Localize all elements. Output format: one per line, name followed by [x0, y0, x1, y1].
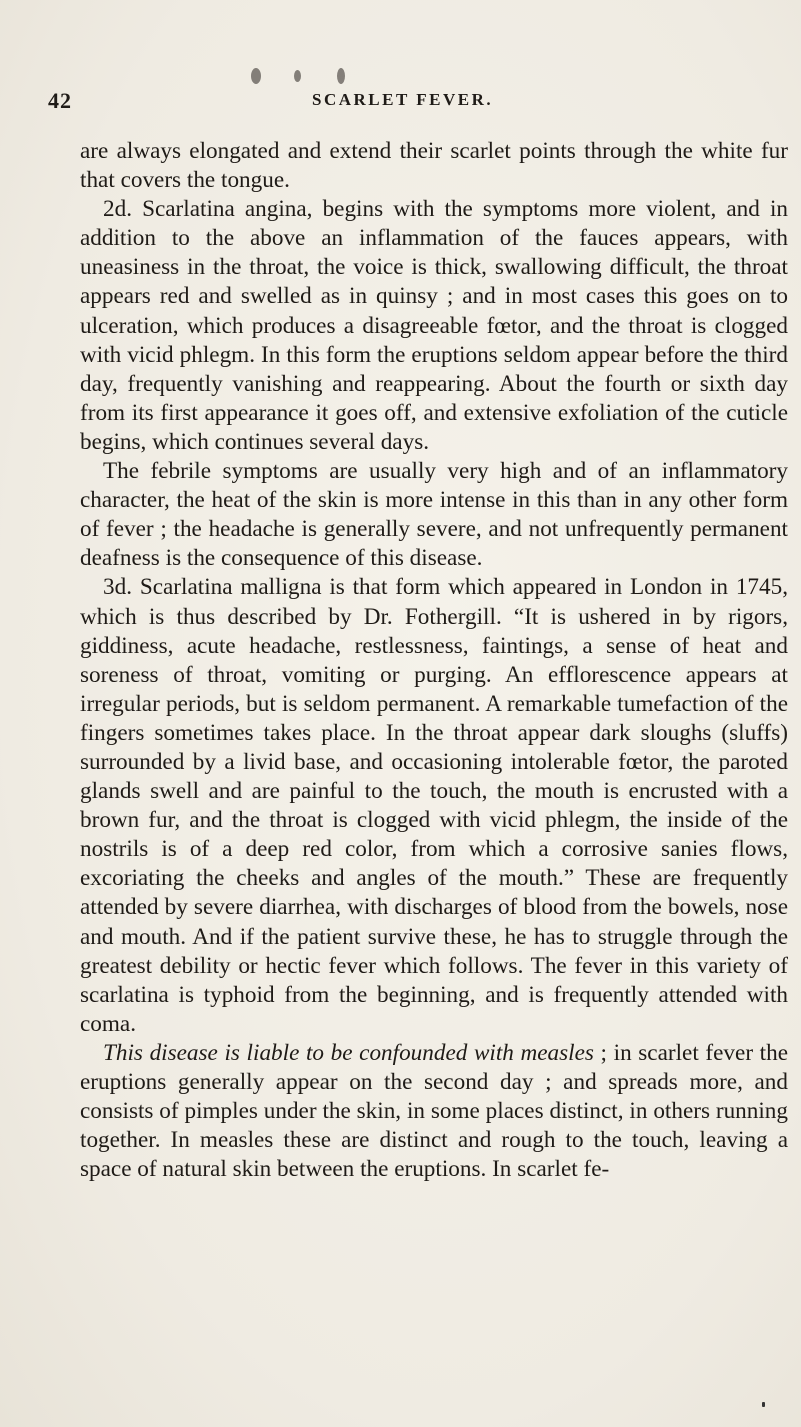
paragraph-continuation: are always elongated and extend their scarlet points through the white fur that covers the tongue.	[80, 138, 788, 194]
ink-blot	[337, 68, 345, 84]
paragraph-scarlatina-angina: 2d. Scarlatina angina, begins with the symptoms more violent, and in addition to the above an inflammation of the fauces appears, with uneasiness in the throat, the voice is thick, swallowing difficult, the throat appears red and swelled as in quinsy ; and in most cases this goes on to ulceration, which produces a disagreeable fœtor, and the throat is clogged with vicid phlegm. In this form the eruptions seldom appear before the third day, frequently vanishing and reappearing. About the fourth or sixth day from its first appearance it goes off, and extensive exfoliation of the cuticle begins, which continues several days.	[80, 196, 788, 455]
paragraph-febrile-symptoms: The febrile symptoms are usually very high and of an inflammatory character, the heat of the skin is more intense in this than in any other form of fever ; the headache is generally severe, and not unfrequently permanent deafness is the consequence of this disease.	[80, 458, 788, 572]
ink-speck	[762, 1402, 765, 1407]
paragraph-text: ; in scarlet fever the eruptions generally appear on the second day ; and spreads more, and consists of pimples under the skin, in some places distinct, in others running together. In measles these are distinct and rough to the touch, leaving a space of natural skin between the eruptions. In scarlet fe-	[80, 1039, 788, 1183]
paragraph-measles-comparison	[80, 1039, 788, 1184]
ink-blot	[294, 70, 301, 82]
page-number: 42	[48, 88, 72, 113]
italic-lead: This disease is liable to be confounded with measles	[103, 1039, 594, 1066]
running-head: SCARLET FEVER.	[312, 90, 494, 109]
page-header	[48, 80, 788, 120]
paragraph-scarlatina-malligna: 3d. Scarlatina malligna is that form which appeared in London in 1745, which is thus described by Dr. Fothergill. “It is ushered in by rigors, giddiness, acute headache, restlessness, faintings, a sense of heat and soreness of throat, vomiting or purging. An efflorescence appears at irregular periods, but is seldom permanent. A remarkable tumefaction of the fingers sometimes takes place. In the throat appear dark sloughs (sluffs) surrounded by a livid base, and occasioning intolerable fœtor, the paroted glands swell and are painful to the touch, the mouth is encrusted with a brown fur, and the throat is clogged with vicid phlegm, the inside of the nostrils is of a deep red color, from which a corrosive sanies flows, excoriating the cheeks and angles of the mouth.” These are frequently attended by severe diarrhea, with discharges of blood from the bowels, nose and mouth. And if the patient survive these, he has to struggle through the greatest debility or hectic fever which follows. The fever in this variety of scarlatina is typhoid from the beginning, and is frequently attended with coma.	[80, 574, 788, 1037]
ink-blot	[251, 68, 261, 84]
body-text	[80, 137, 788, 1184]
